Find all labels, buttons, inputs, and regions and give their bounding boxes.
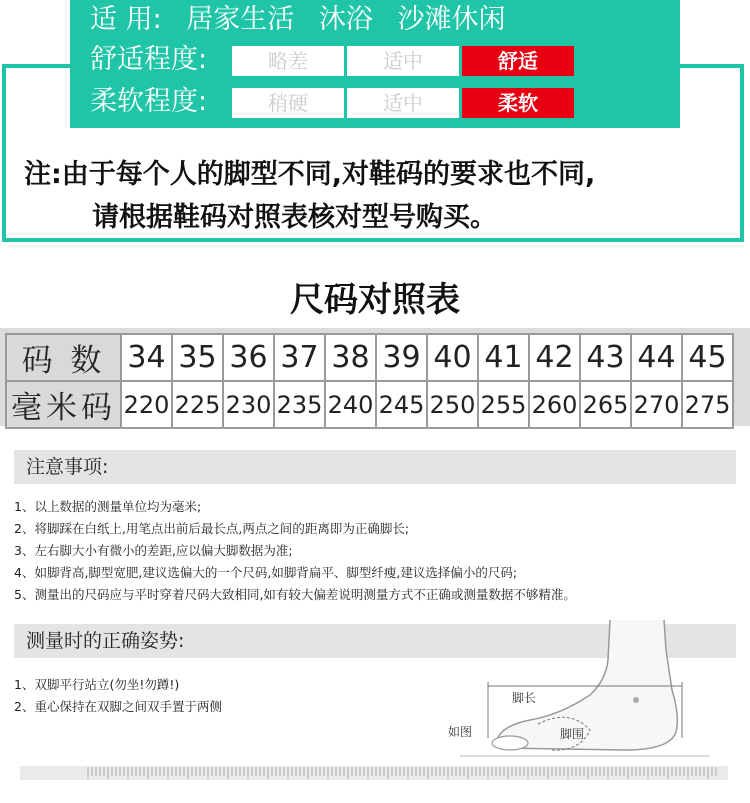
size-cell: 39 <box>376 334 427 381</box>
softness-option-selected: 柔软 <box>462 88 574 118</box>
posture-list <box>14 674 222 718</box>
ruler <box>20 766 728 780</box>
size-cell: 34 <box>121 334 172 381</box>
usage-label: 适 用: <box>90 4 162 35</box>
size-cell: 43 <box>580 334 631 381</box>
usage-row <box>90 2 521 38</box>
mm-cell: 250 <box>427 381 478 428</box>
mm-cell: 270 <box>631 381 682 428</box>
mm-cell: 260 <box>529 381 580 428</box>
notes-list <box>14 496 576 606</box>
size-cell: 41 <box>478 334 529 381</box>
row-header-mm: 毫米码 <box>6 381 121 428</box>
list-item: 2、重心保持在双脚之间双手置于两侧 <box>14 699 222 714</box>
softness-option: 稍硬 <box>232 88 344 118</box>
figure-label: 如图 <box>448 725 473 739</box>
softness-label: 柔软程度: <box>90 86 208 117</box>
size-cell: 40 <box>427 334 478 381</box>
list-item: 3、左右脚大小有微小的差距,应以偏大脚数据为准; <box>14 543 293 558</box>
notes-header <box>14 450 736 484</box>
size-cell: 35 <box>172 334 223 381</box>
mm-cell: 255 <box>478 381 529 428</box>
list-item: 1、双脚平行站立(勿坐!勿蹲!) <box>14 677 180 692</box>
size-chart-title: 尺码对照表 <box>290 280 460 320</box>
ankle-mark <box>633 697 639 703</box>
mm-cell: 235 <box>274 381 325 428</box>
list-item: 4、如脚背高,脚型宽肥,建议选偏大的一个尺码,如脚背扁平、脚型纤瘦,建议选择偏小的尺码; <box>14 565 518 580</box>
size-table <box>5 333 734 429</box>
foot-outline <box>497 620 677 750</box>
list-item: 5、测量出的尺码应与平时穿着尺码大致相同,如有较大偏差说明测量方式不正确或测量数据不够精准。 <box>14 587 576 602</box>
comfort-label: 舒适程度: <box>90 44 208 75</box>
notes-title: 注意事项: <box>26 456 109 478</box>
comfort-option: 略差 <box>232 46 344 76</box>
size-cell: 37 <box>274 334 325 381</box>
toe-shape <box>492 736 528 750</box>
mm-cell: 240 <box>325 381 376 428</box>
mm-cell: 275 <box>682 381 733 428</box>
list-item: 1、以上数据的测量单位均为毫米; <box>14 499 202 514</box>
table-row <box>6 381 733 428</box>
foot-length-label: 脚长 <box>512 691 537 705</box>
row-header-size: 码 数 <box>6 334 121 381</box>
size-note-line2: 请根据鞋码对照表核对型号购买。 <box>92 202 497 233</box>
foot-measurement-illustration <box>440 620 720 770</box>
usage-item: 沙滩休闲 <box>397 4 506 35</box>
size-chart <box>0 328 750 426</box>
size-note-line1: 注:由于每个人的脚型不同,对鞋码的要求也不同, <box>24 159 596 190</box>
size-cell: 44 <box>631 334 682 381</box>
comfort-option-selected: 舒适 <box>462 46 574 76</box>
size-cell: 42 <box>529 334 580 381</box>
size-cell: 38 <box>325 334 376 381</box>
mm-cell: 230 <box>223 381 274 428</box>
foot-girth-label: 脚围 <box>560 727 585 741</box>
softness-option: 适中 <box>347 88 459 118</box>
comfort-option: 适中 <box>347 46 459 76</box>
usage-item: 沐浴 <box>318 4 373 35</box>
usage-item: 居家生活 <box>186 4 295 35</box>
mm-cell: 225 <box>172 381 223 428</box>
size-cell: 45 <box>682 334 733 381</box>
ruler-ticks <box>20 767 728 781</box>
table-row <box>6 334 733 381</box>
mm-cell: 265 <box>580 381 631 428</box>
list-item: 2、将脚踩在白纸上,用笔点出前后最长点,两点之间的距离即为正确脚长; <box>14 521 410 536</box>
posture-title: 测量时的正确姿势: <box>26 630 185 652</box>
mm-cell: 245 <box>376 381 427 428</box>
size-cell: 36 <box>223 334 274 381</box>
mm-cell: 220 <box>121 381 172 428</box>
